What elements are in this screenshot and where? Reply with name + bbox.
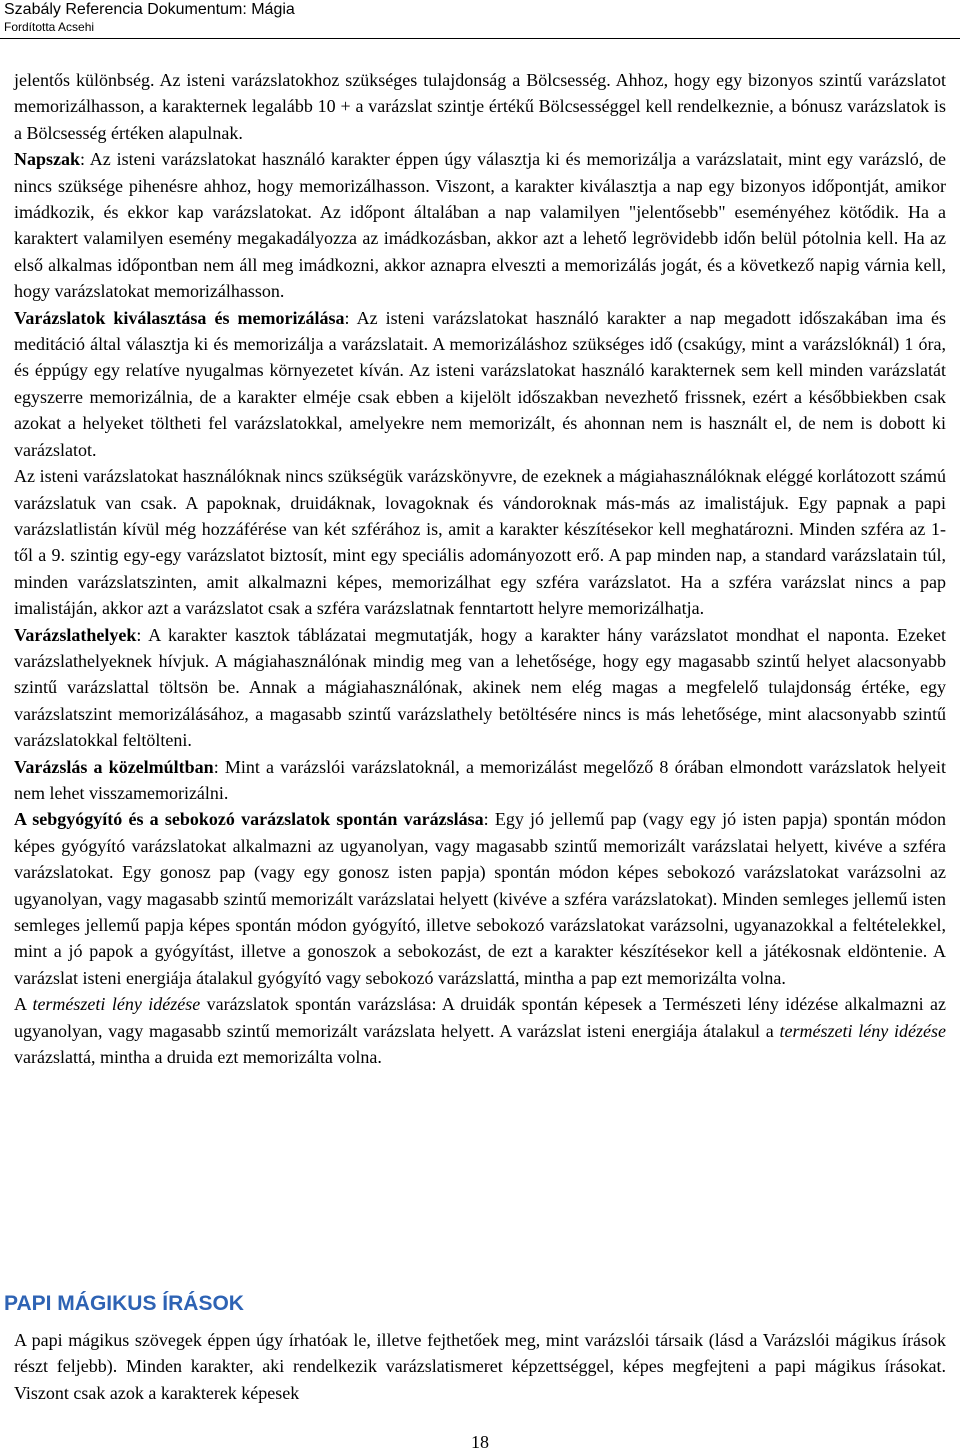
- paragraph: [14, 1327, 946, 1406]
- text-run: Az isteni varázslatokat használóknak nincs szükségük varázskönyvre, de ezeknek a mágiahasználóknak eléggé korlátozott számú varázslatuk van csak. A papoknak, druidáknak, lovagoknak és vándoroknak más-más az imalistájuk. Egy papnak a papi varázslatlistán kívül még hozzáférése van két szférához is, amit a karakter készítésekor kell meghatározni. Minden szféra az 1-től a 9. szintig egy-egy varázslatot biztosít, mint egy speciális adományozott erő. A pap minden nap, a standard varázslatain túl, minden varázslatszinten, amit alkalmazni képes, memorizálhat egy szféra varázslatot. Ha a szféra varázslat nincs a pap imalistáján, akkor azt a varázslatot csak a szféra varázslatnak fenntartott helyre memorizálhatja.: [14, 466, 946, 619]
- bold-term: Napszak: [14, 149, 81, 170]
- section-heading: PAPI MÁGIKUS ÍRÁSOK: [4, 1292, 244, 1315]
- bold-term: A sebgyógyító és a sebokozó varázslatok spontán varázslása: [14, 809, 484, 830]
- text-run: : A karakter kasztok táblázatai megmutatják, hogy a karakter hány varázslatot mondhat el naponta. Ezeket varázslathelyeknek hívjuk. A mágiahasználónak mindig meg van a lehetősége, hogy egy magasabb szintű helyet alacsonyabb szintű varázslattal töltsön be. Annak a mágiahasználónak, akinek nem elég magas a megfelelő tulajdonság értéke, egy varázslatszint memorizálásához, a magasabb szintű varázslathely betöltésére nincs is más lehetősége, mint alacsonyabb szintű varázslatokkal feltölteni.: [14, 624, 946, 751]
- header-divider: [0, 38, 960, 39]
- document-title: Szabály Referencia Dokumentum: Mágia: [4, 1, 295, 18]
- paragraph: [14, 305, 946, 463]
- paragraph: [14, 146, 946, 304]
- paragraph: [14, 991, 946, 1070]
- text-run: varázslattá, mintha a druida ezt memorizálta volna.: [14, 1047, 382, 1068]
- text-run: : Egy jó jellemű pap (vagy egy jó isten papja) spontán módon képes gyógyító varázslatokat alkalmazni az ugyanolyan, vagy magasabb szintű memorizált varázslatai helyett, kivéve a szféra varázslatokat. Egy gonosz pap (vagy egy gonosz isten papja) spontán módon képes sebokozó varázslatokat varázsolni az ugyanolyan, vagy magasabb szintű memorizált varázslatai helyett (kivéve a szféra varázslatokat). Minden semleges jellemű isten semleges jellemű papja képes spontán módon gyógyító, illetve sebokozó varázslatokat varázsolni, ugyanazokkal a feltételekkel, mint a jó papok a gyógyítást, illetve a gonoszok a sebokozást, de ezt a karakter készítésekor kell a játékosnak eldöntenie. A varázslat isteni energiája átalakul gyógyító vagy sebokozó varázslattá, mintha a pap ezt memorizálta volna.: [14, 809, 947, 988]
- text-run: részt feljebb). Minden karakter, aki rendelkezik varázslatismeret képzettséggel, képes megfejteni a papi mágikus írásokat. Viszont csak azok a karakterek képesek: [14, 1356, 946, 1403]
- page-header: [4, 0, 295, 35]
- section-body: [14, 1327, 946, 1406]
- text-run: : Az isteni varázslatokat használó karakter a nap megadott időszakában ima és meditáció által választja ki és memorizálja a varázslatait. A memorizáláshoz szükséges idő (csakúgy, mint a varázslóknál) 1 óra, és éppúgy egy relatíve nyugalmas környezetet kíván. Az isteni varázslatokat használó karakternek sem kell minden varázslatát egyszerre memorizálnia, de a karakter elméje csak ebben a kijelölt időszakban nevezhető frissnek, ezért a későbbiekben csak azokat a helyeket töltheti fel varázslatokkal, amelyekre nem memorizált, és ahonnan nem is használt el, de nem is dobott ki varázslatot.: [14, 307, 946, 460]
- italic-term: természeti lény idézése: [32, 994, 201, 1015]
- document-subtitle: Fordította Acsehi: [4, 20, 95, 34]
- paragraph: [14, 463, 946, 621]
- paragraph: [14, 622, 946, 754]
- paragraph: [14, 754, 946, 807]
- italic-term: Varázslói mágikus írások: [762, 1330, 946, 1350]
- page-number: 18: [471, 1432, 489, 1452]
- body-text: [14, 67, 946, 1070]
- text-run: varázslatok spontán varázslása: A druidák spontán képesek a Természeti lény idézése alkalmazni az ugyanolyan, vagy magasabb szintű memorizált varázslata helyett. A varázslat isteni energiája átalakul a: [14, 994, 946, 1041]
- italic-term: természeti lény idézése: [779, 1020, 946, 1041]
- bold-term: Varázslatok kiválasztása és memorizálása: [14, 307, 345, 328]
- text-run: A papi mágikus szövegek éppen úgy írhatóak le, illetve fejthetőek meg, mint varázslói társaik (lásd a: [14, 1330, 763, 1350]
- text-run: jelentős különbség. Az isteni varázslatokhoz szükséges tulajdonság a Bölcsesség. Ahhoz, hogy egy bizonyos szintű varázslatot memorizálhasson, a karakternek legalább 10 + a varázslat szintje értékű Bölcsességgel kell rendelkeznie, a bónusz varázslatok is a Bölcsesség értéken alapulnak.: [14, 70, 946, 143]
- text-run: A: [14, 994, 33, 1015]
- text-run: : Az isteni varázslatokat használó karakter éppen úgy választja ki és memorizálja a varázslatait, mint egy varázsló, de nincs szüksége pihenésre ahhoz, hogy memorizálhasson. Viszont, a karakter kiválasztja a nap egy bizonyos időpontját, amikor imádkozik, és ekkor kap varázslatokat. Az időpont általában a nap valamilyen "jelentősebb" eseményéhez kötődik. Ha a karaktert valamilyen esemény megakadályozza az imádkozásban, akkor azt a lehető legrövidebb időn belül pótolnia kell. Ha az első alkalmas időpontban nem áll meg imádkozni, akkor aznapra elveszti a memorizálás jogát, és a következő napig várnia kell, hogy varázslatokat memorizálhasson.: [14, 149, 946, 302]
- text-run: : Mint a varázslói varázslatoknál, a memorizálást megelőző 8 órában elmondott varázslatok helyeit nem lehet visszamemorizálni.: [14, 756, 946, 803]
- bold-term: Varázslás a közelmúltban: [14, 756, 214, 777]
- bold-term: Varázslathelyek: [14, 624, 137, 645]
- paragraph: [14, 67, 946, 146]
- paragraph: [14, 806, 946, 991]
